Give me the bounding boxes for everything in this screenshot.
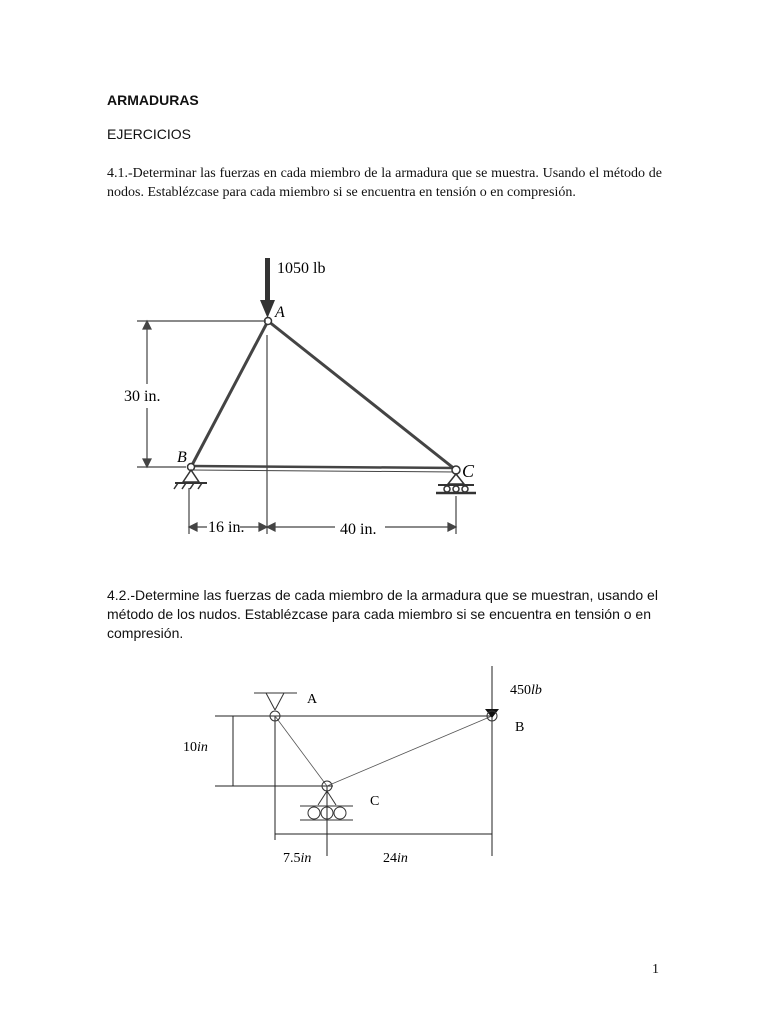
dim-right-label-4-2: 24in <box>383 851 408 866</box>
height-label: 30 in. <box>124 388 161 405</box>
node-c-label: C <box>462 461 475 481</box>
problem-4-2-statement: 4.2.-Determine las fuerzas de cada miembro de la armadura que se muestran, usando el método de los nudos. Establézcase para cada miembro si se encuentra en tensión o en compresión. <box>107 587 658 641</box>
load-arrow <box>260 258 275 318</box>
page-number: 1 <box>652 962 659 977</box>
heading-ejercicios: EJERCICIOS <box>107 126 192 142</box>
heading-armaduras: ARMADURAS <box>107 92 199 108</box>
dim-right-label: 40 in. <box>340 521 377 538</box>
node-b-label: B <box>177 449 187 466</box>
node-a-label-4-2: A <box>307 692 318 707</box>
load-label-4-2: 450lb <box>510 683 542 698</box>
load-label: 1050 lb <box>277 260 326 277</box>
dim-left-label-4-2: 7.5in <box>283 851 312 866</box>
pin-support-b <box>174 470 207 489</box>
problem-4-1-statement: 4.1.-Determinar las fuerzas en cada miembro de la armadura que se muestra. Usando el método de nodos. Establézcase para cada miembro si se encuentra en tensión o en compresión. <box>107 166 662 200</box>
truss-members <box>191 321 456 472</box>
node-b-label-4-2: B <box>515 720 525 735</box>
height-label-4-2: 10in <box>183 740 208 755</box>
node-a-label: A <box>275 304 285 321</box>
dim-left-label: 16 in. <box>208 519 245 536</box>
node-c-label-4-2: C <box>370 794 380 809</box>
